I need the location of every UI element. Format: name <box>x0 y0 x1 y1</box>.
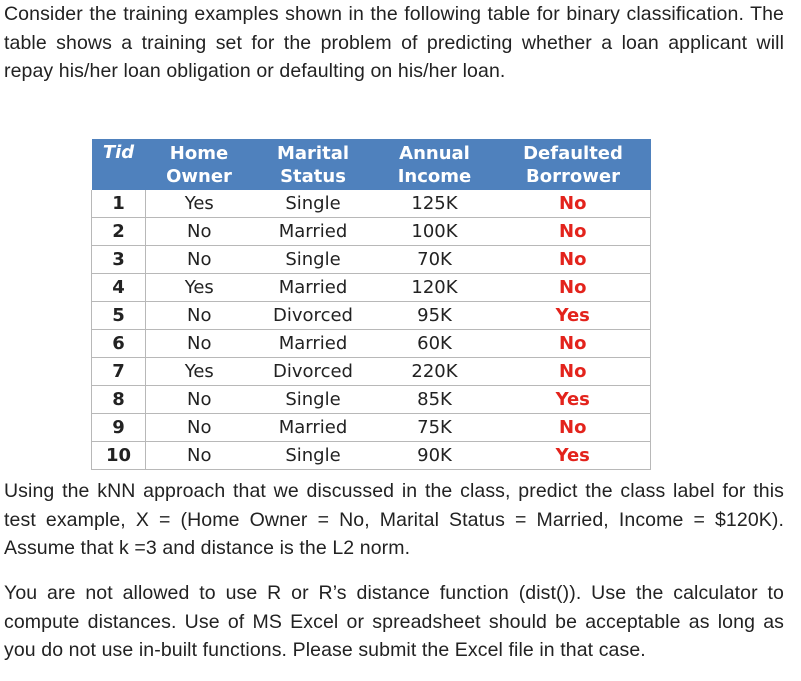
header-tid: Tid <box>92 139 146 190</box>
cell-defaulted: Yes <box>496 302 651 330</box>
cell-defaulted: No <box>496 274 651 302</box>
cell-annual-income: 90K <box>374 442 496 470</box>
table-header-row <box>92 139 651 190</box>
question-paragraph: Using the kNN approach that we discussed in the class, predict the class label for this test example, X = (Home Owner = No, Marital Status = Married, Income = $120K). Assume that k =3 and distance is the L2 norm. <box>4 480 784 559</box>
cell-marital-status: Single <box>253 386 374 414</box>
cell-tid: 10 <box>92 442 146 470</box>
cell-marital-status: Divorced <box>253 302 374 330</box>
table-row <box>92 386 651 414</box>
cell-annual-income: 75K <box>374 414 496 442</box>
table-row <box>92 302 651 330</box>
cell-annual-income: 120K <box>374 274 496 302</box>
table-row <box>92 274 651 302</box>
cell-home-owner: Yes <box>146 190 253 218</box>
cell-home-owner: No <box>146 386 253 414</box>
table-row <box>92 330 651 358</box>
instructions-paragraph: You are not allowed to use R or R’s distance function (dist()). Use the calculator to compute distances. Use of MS Excel or spreadsheet should be acceptable as long as you do not use in-built functions. Please submit the Excel file in that case. <box>4 582 784 661</box>
cell-defaulted: No <box>496 218 651 246</box>
cell-defaulted: No <box>496 246 651 274</box>
header-annual-income: Annual Income <box>374 139 496 190</box>
cell-marital-status: Married <box>253 218 374 246</box>
cell-annual-income: 220K <box>374 358 496 386</box>
cell-tid: 4 <box>92 274 146 302</box>
table-row <box>92 190 651 218</box>
cell-home-owner: No <box>146 218 253 246</box>
cell-marital-status: Single <box>253 190 374 218</box>
cell-defaulted: Yes <box>496 442 651 470</box>
cell-tid: 7 <box>92 358 146 386</box>
cell-home-owner: No <box>146 442 253 470</box>
table-row <box>92 414 651 442</box>
cell-home-owner: Yes <box>146 358 253 386</box>
cell-marital-status: Married <box>253 274 374 302</box>
cell-annual-income: 95K <box>374 302 496 330</box>
header-marital-status: Marital Status <box>253 139 374 190</box>
cell-defaulted: No <box>496 358 651 386</box>
header-home-owner: Home Owner <box>146 139 253 190</box>
cell-defaulted: Yes <box>496 386 651 414</box>
cell-annual-income: 85K <box>374 386 496 414</box>
cell-defaulted: No <box>496 330 651 358</box>
cell-marital-status: Married <box>253 330 374 358</box>
cell-home-owner: No <box>146 414 253 442</box>
cell-tid: 5 <box>92 302 146 330</box>
cell-marital-status: Single <box>253 442 374 470</box>
cell-defaulted: No <box>496 190 651 218</box>
header-defaulted-borrower: Defaulted Borrower <box>496 139 651 190</box>
cell-annual-income: 60K <box>374 330 496 358</box>
cell-marital-status: Married <box>253 414 374 442</box>
table-row <box>92 442 651 470</box>
cell-tid: 9 <box>92 414 146 442</box>
cell-tid: 8 <box>92 386 146 414</box>
cell-home-owner: No <box>146 330 253 358</box>
cell-annual-income: 125K <box>374 190 496 218</box>
intro-paragraph: Consider the training examples shown in the following table for binary classification. The table shows a training set for the problem of predicting whether a loan applicant will repay his/her loan obligation or defaulting on his/her loan. <box>4 3 784 82</box>
cell-marital-status: Single <box>253 246 374 274</box>
cell-tid: 6 <box>92 330 146 358</box>
table-row <box>92 218 651 246</box>
cell-defaulted: No <box>496 414 651 442</box>
cell-annual-income: 70K <box>374 246 496 274</box>
cell-annual-income: 100K <box>374 218 496 246</box>
cell-tid: 1 <box>92 190 146 218</box>
cell-marital-status: Divorced <box>253 358 374 386</box>
cell-tid: 3 <box>92 246 146 274</box>
training-table <box>91 139 651 470</box>
cell-home-owner: No <box>146 246 253 274</box>
cell-home-owner: Yes <box>146 274 253 302</box>
cell-home-owner: No <box>146 302 253 330</box>
cell-tid: 2 <box>92 218 146 246</box>
table-row <box>92 358 651 386</box>
table-row <box>92 246 651 274</box>
